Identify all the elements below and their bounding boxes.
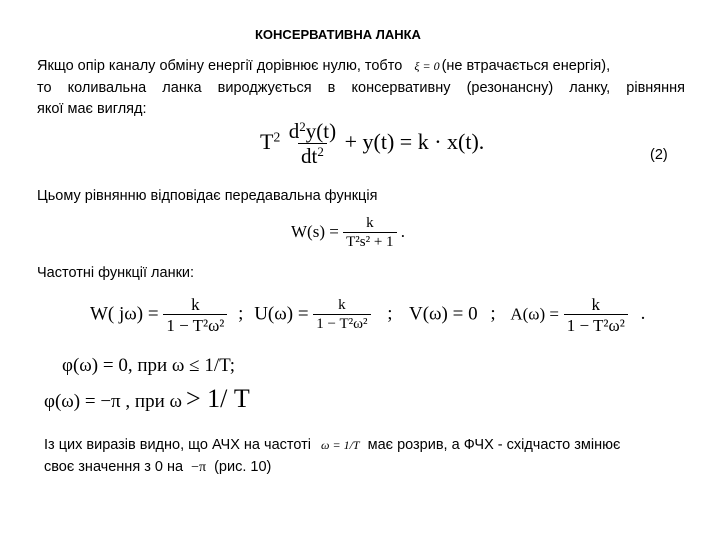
transfer-intro: Цьому рівнянню відповідає передавальна функція	[37, 188, 378, 204]
separator: ;	[490, 303, 496, 325]
separator: ;	[238, 303, 244, 325]
phase2-threshold: > 1/ T	[186, 384, 250, 413]
frequency-functions	[90, 296, 645, 334]
frequency-intro: Частотні функції ланки:	[37, 265, 195, 281]
frequency-end: .	[640, 303, 646, 325]
negative-pi: −π	[191, 460, 207, 475]
w-j-omega-fraction: $\frac{k}{\text{1 − T²ω²}}$	[163, 296, 227, 334]
conclusion-text-a: Із цих виразів видно, що АЧХ на частоті	[44, 437, 311, 453]
transfer-function	[291, 216, 405, 250]
page-title: КОНСЕРВАТИВНА ЛАНКА	[255, 27, 421, 42]
conclusion-text-c: своє значення з 0 на	[44, 459, 184, 475]
conclusion-text-b: має розрив, а ФЧХ - східчасто змінює	[367, 437, 621, 453]
w-j-omega-lhs: W( jω) =	[90, 303, 159, 325]
figure-reference: (рис. 10)	[214, 459, 272, 475]
eq2-derivative-fraction	[286, 118, 339, 168]
eq2-rest: + y(t) = k · x(t).	[344, 129, 485, 155]
conclusion-line-1	[44, 437, 620, 453]
a-omega-lhs: A(ω) =	[510, 304, 559, 324]
equation-number: (2)	[650, 147, 668, 163]
intro-line-3: якої має вигляд:	[37, 101, 147, 117]
intro-line-2: то коливальна ланка вироджується в консервативну (резонансну) ланку, рівняння	[37, 80, 685, 96]
omega-equals-1-over-T: ω = 1/T	[321, 438, 360, 452]
equation-2	[260, 118, 485, 168]
transfer-numerator: k	[366, 215, 374, 231]
v-omega: V(ω) = 0	[408, 303, 478, 325]
intro-line-1	[37, 58, 610, 74]
eq2-derivative-numerator: $d^2y(t)$	[288, 118, 337, 143]
xi-equals-zero: ξ = 0	[414, 59, 440, 73]
u-omega-lhs: U(ω) =	[254, 303, 309, 325]
transfer-lhs: W(s) =	[291, 221, 339, 241]
eq2-derivative-denominator: $dt^2$	[298, 143, 327, 167]
conclusion-line-2	[44, 459, 271, 476]
intro-text-b: (не втрачається енергія),	[441, 58, 611, 74]
intro-text-a: Якщо опір каналу обміну енергії дорівнює нулю, тобто	[37, 58, 403, 74]
u-omega-fraction: $\frac{k}{\text{1 − T²ω²}}$	[313, 298, 370, 332]
transfer-fraction	[343, 216, 396, 250]
transfer-end: .	[400, 221, 406, 241]
separator: ;	[387, 303, 393, 325]
phase-condition-1: φ(ω) = 0, при ω ≤ 1/T;	[62, 355, 235, 376]
eq2-T: $T^2$	[260, 129, 281, 155]
a-omega-fraction: $\frac{k}{\text{1 − T²ω²}}$	[564, 296, 628, 334]
transfer-denominator: T²s² + 1	[343, 232, 396, 250]
phase-condition-2	[44, 384, 250, 414]
phase2-text: φ(ω) = −π , при ω	[44, 391, 182, 412]
